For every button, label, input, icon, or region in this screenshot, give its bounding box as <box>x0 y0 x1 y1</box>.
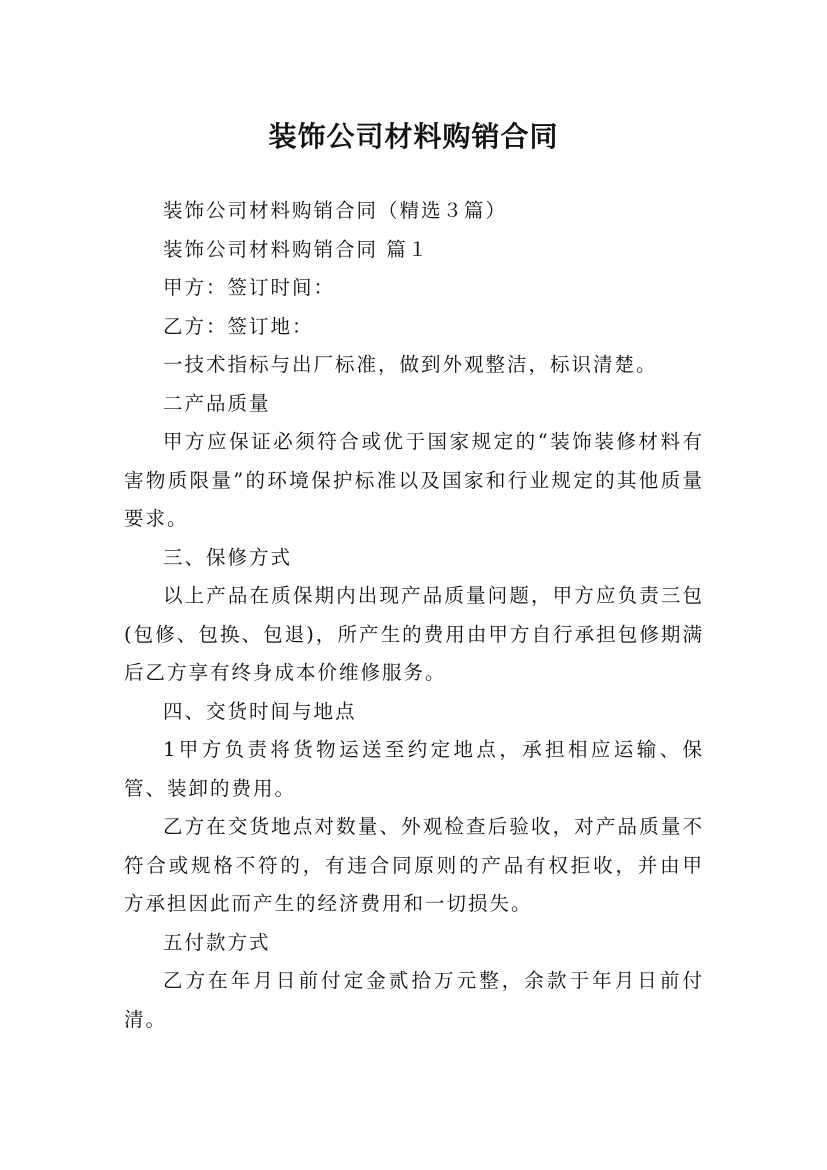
paragraph-acceptance: 乙方在交货地点对数量、外观检查后验收，对产品质量不符合或规格不符的，有违合同原则的产品有权拒收，并由甲方承担因此而产生的经济费用和一切损失。 <box>124 815 704 915</box>
paragraph-payment: 乙方在年月日前付定金贰拾万元整，余款于年月日前付清。 <box>124 969 704 1031</box>
section-heading-delivery: 四、交货时间与地点 <box>163 699 357 723</box>
paragraph-warranty: 以上产品在质保期内出现产品质量问题，甲方应负责三包(包修、包换、包退)，所产生的费用由甲方自行承担包修期满后乙方享有终身成本价维修服务。 <box>124 584 704 684</box>
paragraph-party-b: 乙方：签订地： <box>163 314 314 338</box>
paragraph-subtitle: 装饰公司材料购销合同（精选３篇） <box>163 199 508 222</box>
document-title: 装饰公司材料购销合同 <box>268 119 559 153</box>
paragraph-quality: 甲方应保证必须符合或优于国家规定的“装饰装修材料有害物质限量”的环境保护标准以及国家和行业规定的其他质量要求。 <box>124 430 704 530</box>
paragraph-article-heading: 装饰公司材料购销合同 篇１ <box>163 237 430 261</box>
document-body <box>124 192 704 1039</box>
paragraph-delivery: 1甲方负责将货物运送至约定地点，承担相应运输、保管、装卸的费用。 <box>124 738 704 800</box>
paragraph-party-a: 甲方：签订时间： <box>163 276 336 299</box>
section-heading-quality: 二产品质量 <box>163 391 271 415</box>
section-heading-warranty: 三、保修方式 <box>163 545 293 569</box>
paragraph-technical-standards: 一技术指标与出厂标准，做到外观整洁，标识清楚。 <box>163 353 658 376</box>
section-heading-payment: 五付款方式 <box>163 930 271 954</box>
